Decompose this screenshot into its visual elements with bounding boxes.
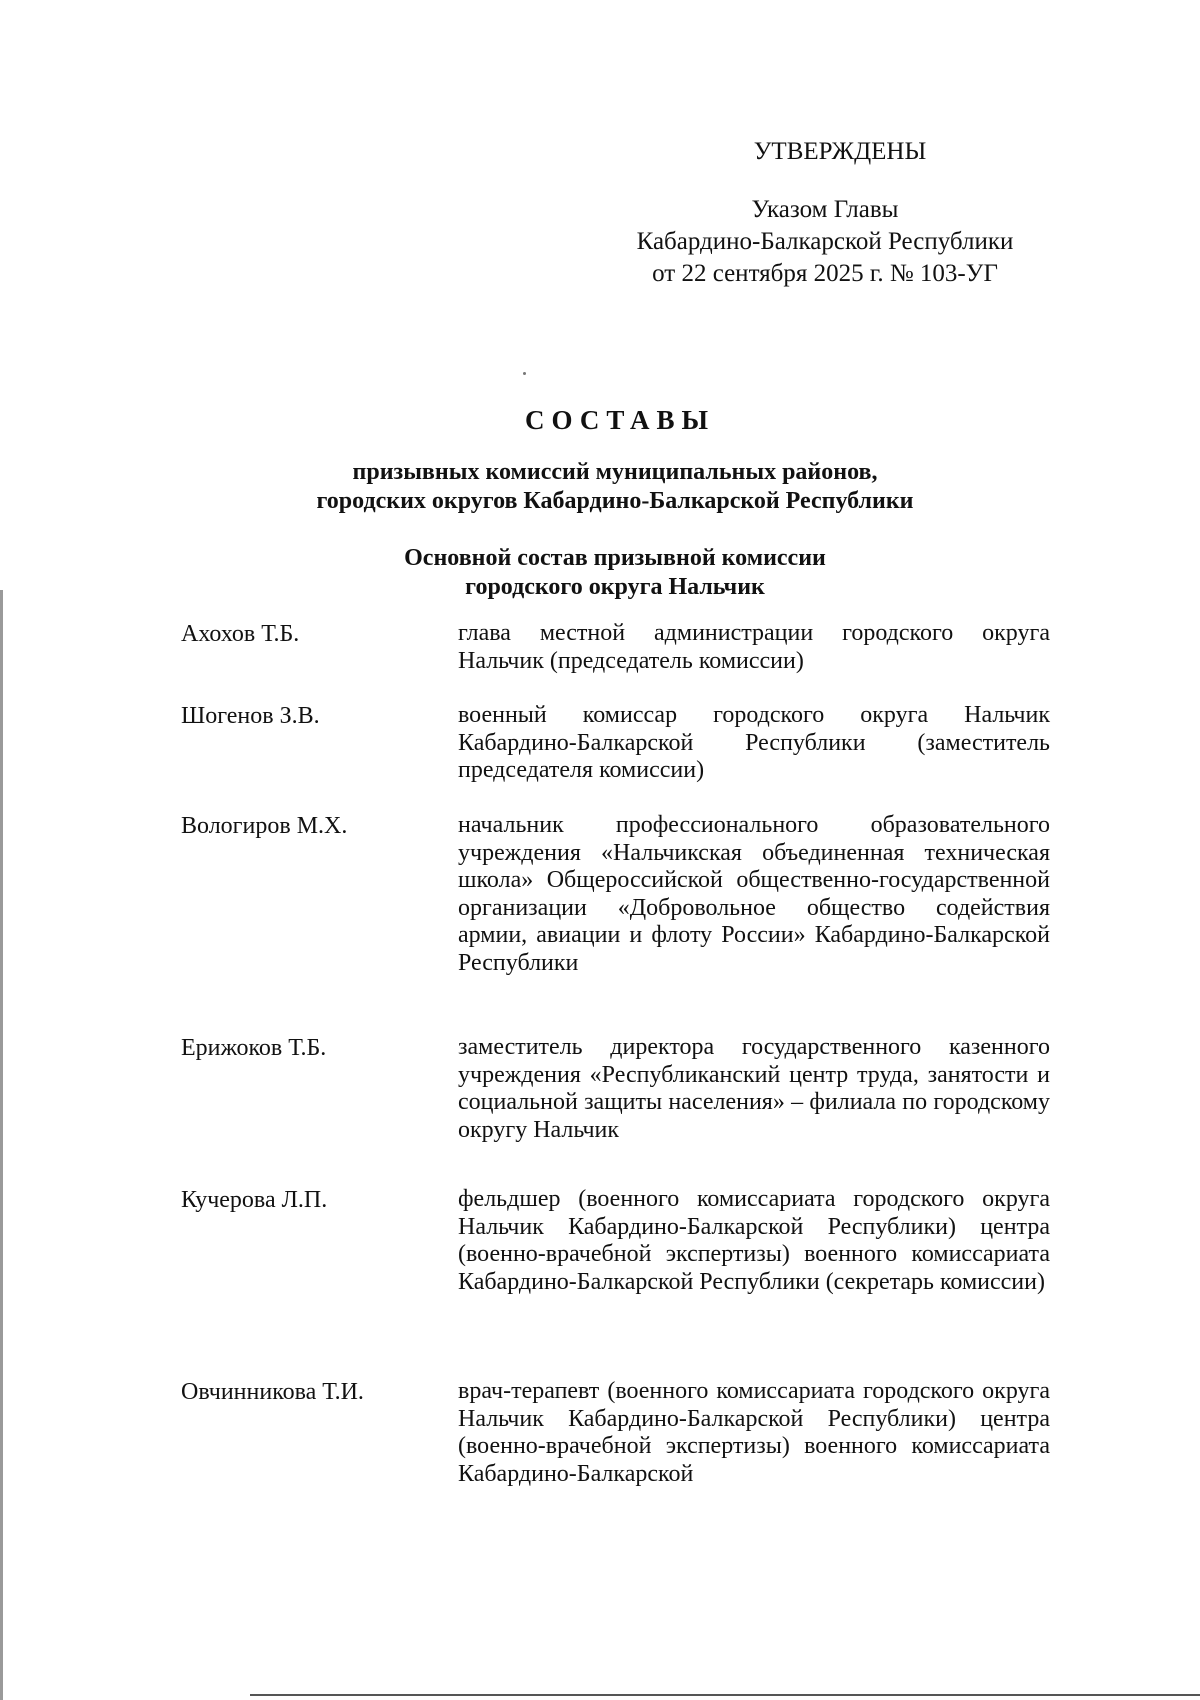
member-role: заместитель директора государственного казенного учреждения «Республиканский центр труда, занятости и социальной защиты населения» – филиала по городскому округу Нальчик: [458, 1034, 1050, 1143]
member-role: начальник профессионального образовательного учреждения «Нальчикская объединенная техническая школа» Общероссийской общественно-государственной организации «Добровольное общество содействия армии, авиации и флоту России» Кабардино-Балкарской Республики: [458, 812, 1050, 976]
scan-bottom-edge: [250, 1694, 1200, 1696]
subtitle-line-1: призывных комиссий муниципальных районов,: [352, 459, 878, 485]
member-name: Вологиров М.Х.: [181, 813, 348, 839]
member-role: фельдшер (военного комиссариата городского округа Нальчик Кабардино-Балкарской Республики) центра (военно-врачебной экспертизы) военного комиссариата Кабардино-Балкарской Республики (секретарь комиссии): [458, 1186, 1050, 1295]
section-line-1: Основной состав призывной комиссии: [404, 545, 826, 571]
member-name: Овчинникова Т.И.: [181, 1379, 364, 1405]
section-heading: [290, 544, 940, 602]
subtitle-line-2: городских округов Кабардино-Балкарской Республики: [316, 488, 914, 514]
approval-line-3: от 22 сентября 2025 г. № 103-УГ: [652, 260, 998, 287]
approval-line-1: Указом Главы: [751, 196, 899, 223]
scan-left-edge: [0, 590, 3, 1700]
document-title: СОСТАВЫ: [524, 405, 715, 435]
approval-details: [590, 194, 1060, 290]
member-name: Шогенов З.В.: [181, 703, 320, 729]
section-line-2: городского округа Нальчик: [465, 574, 765, 600]
approval-block: [590, 136, 1060, 290]
member-name: Кучерова Л.П.: [181, 1187, 328, 1213]
member-role: глава местной администрации городского округа Нальчик (председатель комиссии): [458, 620, 1050, 674]
member-role: военный комиссар городского округа Нальчик Кабардино-Балкарской Республики (заместитель председателя комиссии): [458, 702, 1050, 784]
member-name: Ахохов Т.Б.: [181, 621, 300, 647]
member-name: Ерижоков Т.Б.: [181, 1035, 327, 1061]
approved-label: УТВЕРЖДЕНЫ: [753, 138, 927, 165]
approval-line-2: Кабардино-Балкарской Республики: [636, 228, 1014, 255]
document-subtitle: [190, 458, 1040, 516]
scan-speck: [523, 372, 526, 375]
member-role: врач-терапевт (военного комиссариата городского округа Нальчик Кабардино-Балкарской Республики) центра (военно-врачебной экспертизы) военного комиссариата Кабардино-Балкарской: [458, 1378, 1050, 1487]
